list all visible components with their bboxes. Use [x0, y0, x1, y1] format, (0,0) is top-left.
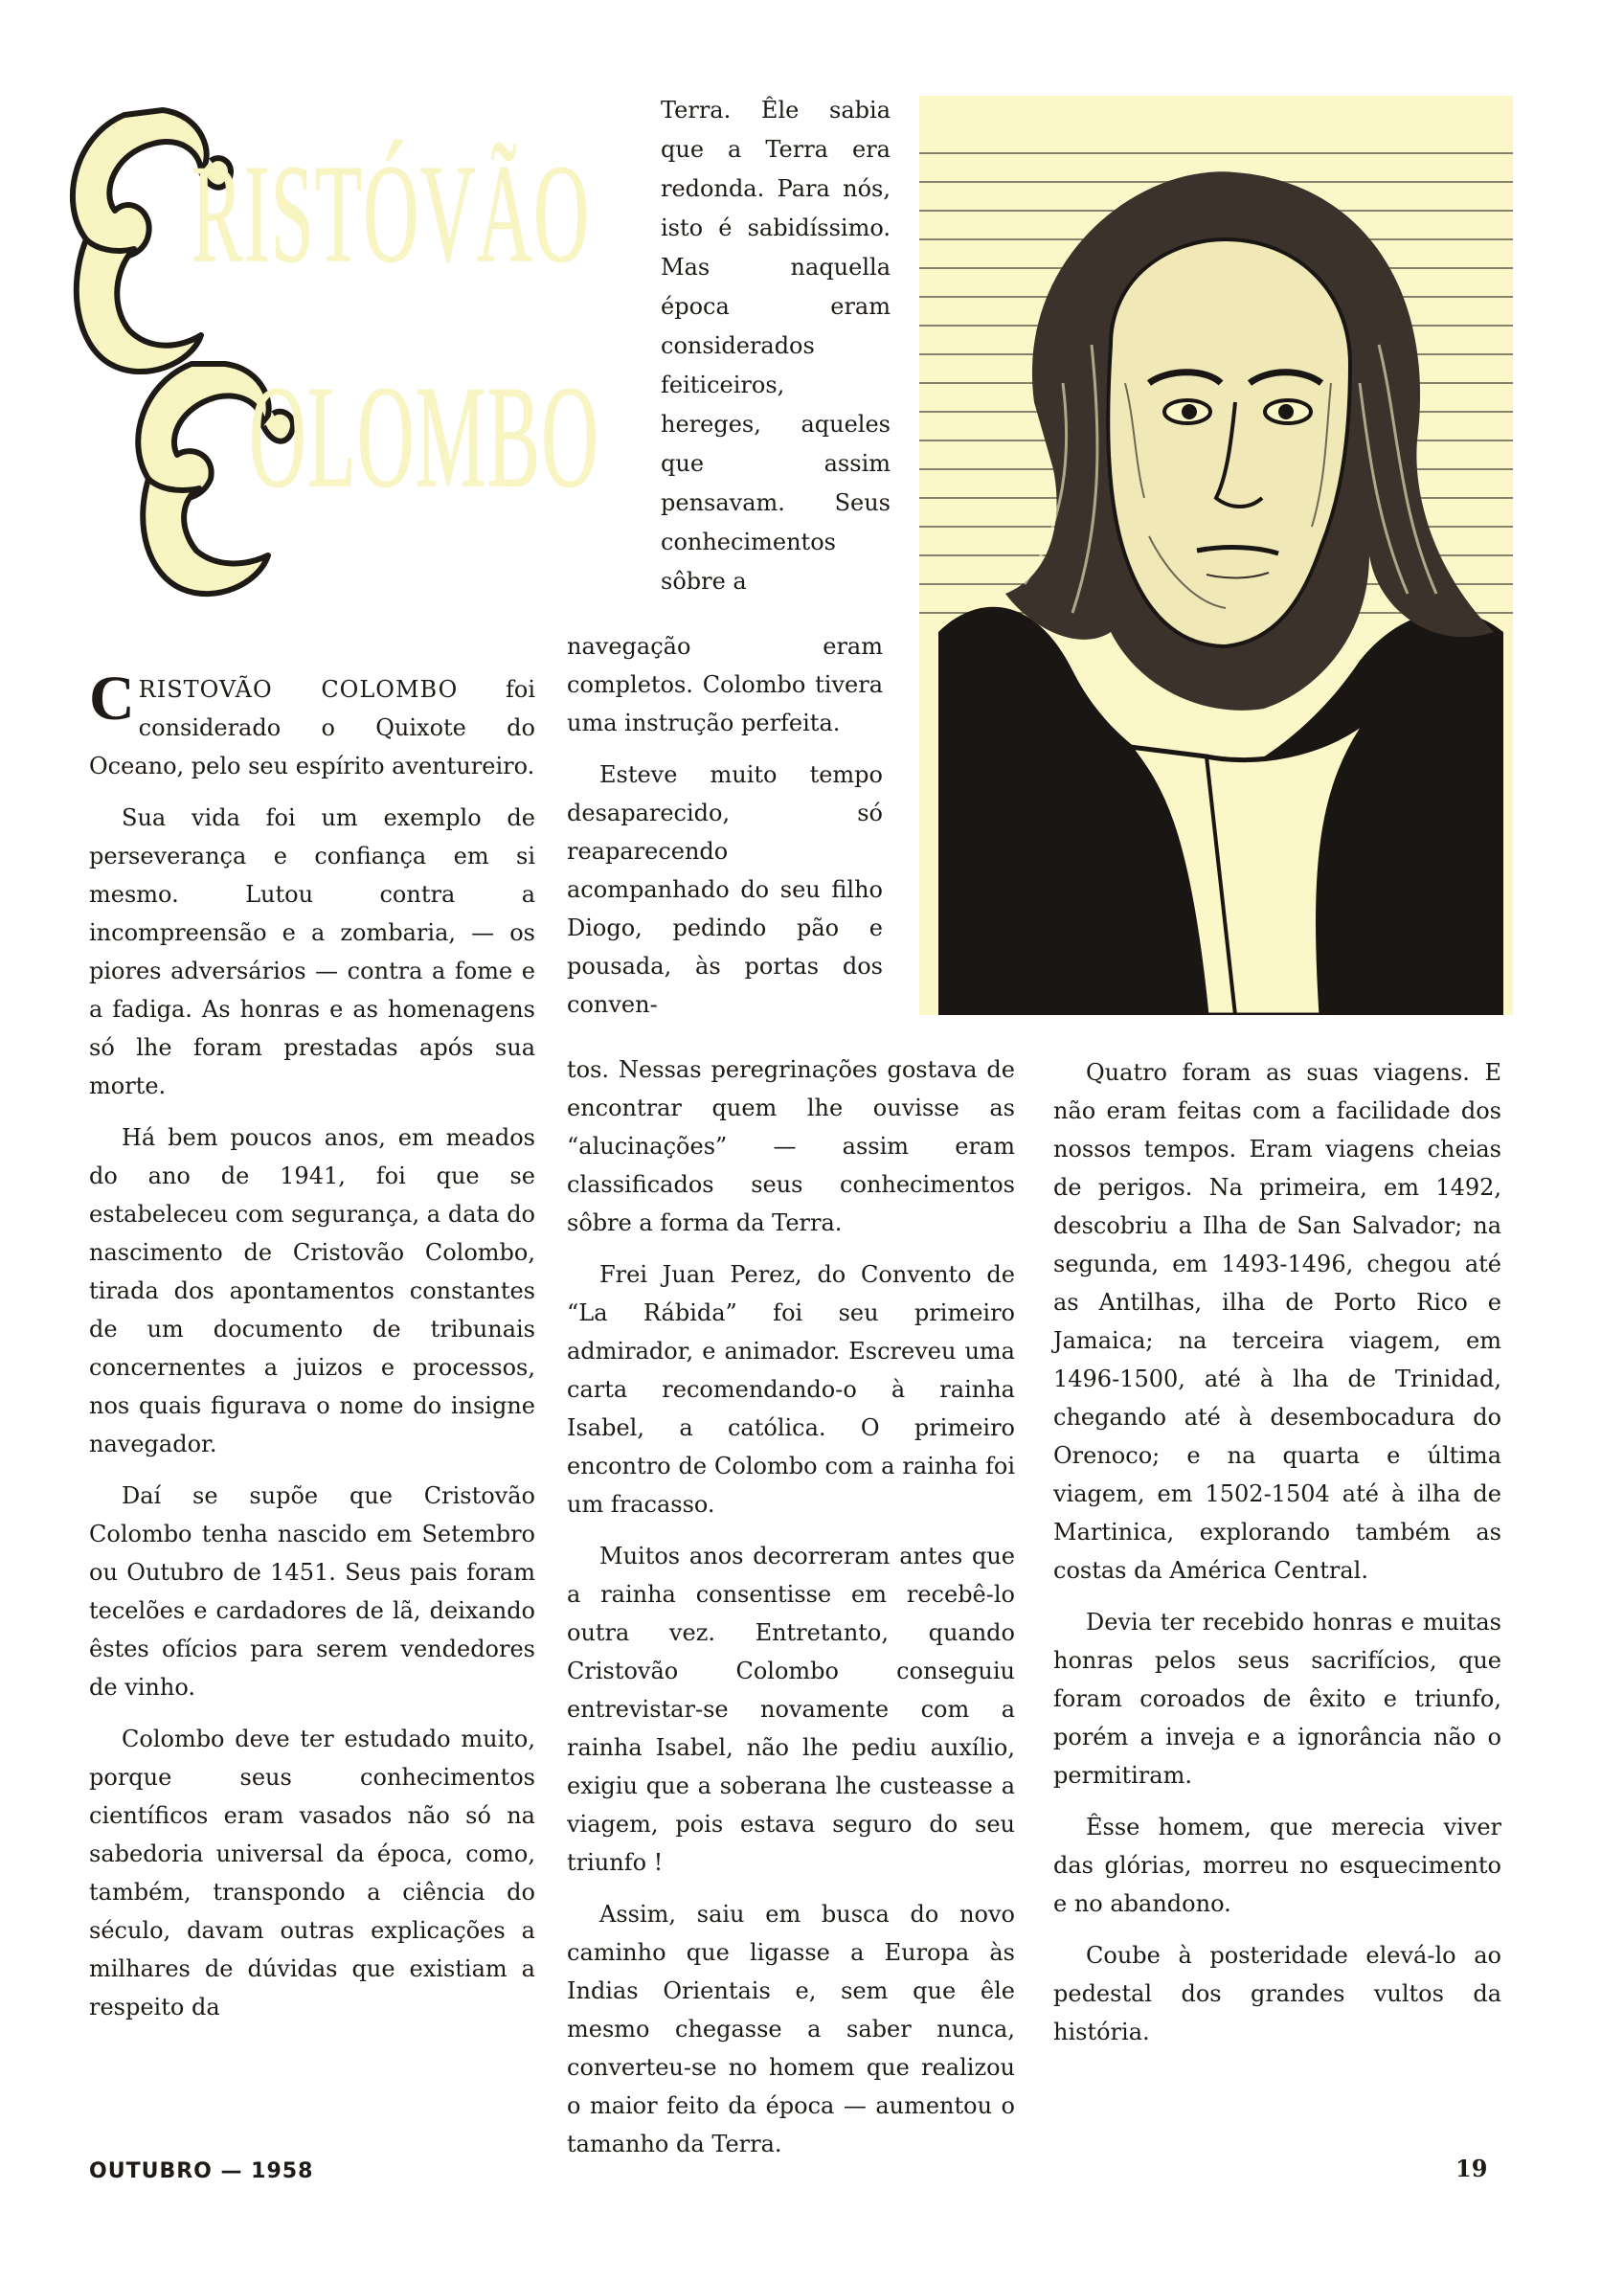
text-column-middle-wide [567, 1050, 1015, 2177]
paragraph: Daí se supõe que Cristovão Colombo tenha nascido em Setembro ou Outubro de 1451. Seus pais foram tecelões e cardadores de lã, deixando êstes ofícios para serem vendedores de vinho. [89, 1482, 535, 1701]
paragraph: Quatro foram as suas viagens. E não eram feitas com a facilidade dos nossos tempos. Eram viagens cheias de perigos. Na primeira, em 1492, descobriu a Ilha de San Salvador; na segunda, em 1493-1496, chegou até as Antilhas, ilha de Porto Rico e Jamaica; na terceira viagem, em 1496-1500, até à lha de Trinidad, chegando até à desembocadura do Orenoco; e na quarta e última viagem, em 1502-1504 até à ilha de Martinica, explorando também as costas da América Central. [1053, 1059, 1501, 1584]
paragraph: Assim, saiu em busca do novo caminho que ligasse a Europa às Indias Orientais e, sem que êle mesmo chegasse a saber nunca, converteu-se no homem que realizou o maior feito da época — aumentou o tamanho da Terra. [567, 1901, 1015, 2157]
paragraph: navegação eram completos. Colombo tivera uma instrução perfeita. [567, 633, 883, 736]
text-column-left [89, 664, 536, 2040]
title-line-2: OLOMBO [249, 354, 600, 519]
lead-paragraph [89, 664, 536, 785]
paragraph: Frei Juan Perez, do Convento de “La Rábida” foi seu primeiro admirador, e animador. Escreveu uma carta recomendando-o à rainha Isabel, a católica. O primeiro encontro de Colombo com a rainha foi um fracasso. [567, 1261, 1015, 1518]
paragraph: Coube à posteridade elevá-lo ao pedestal dos grandes vultos da história. [1053, 1942, 1501, 2045]
text-column-top [661, 91, 891, 615]
text-column-middle-narrow [567, 627, 883, 1037]
paragraph: Êsse homem, que merecia viver das glórias, morreu no esquecimento e no abandono. [1053, 1814, 1501, 1917]
title-line-1: RISTÓVÃO [192, 135, 591, 292]
drop-cap: C [89, 664, 135, 734]
text-column-right [1053, 1053, 1501, 2065]
portrait-illustration [919, 96, 1513, 1015]
paragraph: Sua vida foi um exemplo de perseverança e confiança em si mesmo. Lutou contra a incompreensão e a zombaria, — os piores adversários — contra a fome e a fadiga. As honras e as homenagens só lhe foram prestadas após sua morte. [89, 804, 535, 1099]
lead-caps: RISTOVÃO COLOMBO [138, 676, 459, 703]
paragraph: Colombo deve ter estudado muito, porque seus conhecimentos científicos eram vasados não só na sabedoria universal da época, como, também, transpondo a ciência do século, davam outras explicações a milhares de dúvidas que existiam a respeito da [89, 1726, 535, 2020]
paragraph: Muitos anos decorreram antes que a rainha consentisse em recebê-lo outra vez. Entretanto, quando Cristovão Colombo conseguiu entrevistar-se novamente com a rainha Isabel, não lhe pediu auxílio, exigiu que a soberana lhe custeasse a viagem, pois estava seguro do seu triunfo ! [567, 1543, 1015, 1876]
paragraph: Há bem poucos anos, em meados do ano de 1941, foi que se estabeleceu com segurança, a data do nascimento de Cristovão Colombo, tirada dos apontamentos constantes de um documento de tribunais concernentes a juizos e processos, nos quais figurava o nome do insigne navegador. [89, 1124, 535, 1457]
paragraph: tos. Nessas peregrinações gostava de encontrar quem lhe ouvisse as “alucinações” — assim eram classificados seus conhecimentos sôbre a forma da Terra. [567, 1056, 1015, 1236]
columbus-portrait-image [919, 96, 1513, 1015]
issue-date: OUTUBRO — 1958 [89, 2159, 314, 2183]
lead-text: foi considerado o Quixote do Oceano, pelo seu espírito aventureiro. [89, 676, 536, 779]
page-number: 19 [1455, 2155, 1488, 2182]
article-title [57, 77, 632, 613]
paragraph: Esteve muito tempo desaparecido, só reaparecendo acompanhado do seu filho Diogo, pedindo pão e pousada, às portas dos conven- [567, 761, 883, 1018]
paragraph: Terra. Êle sabia que a Terra era redonda. Para nós, isto é sabidíssimo. Mas naquella época eram considerados feiticeiros, hereges, aqueles que assim pensavam. Seus conhecimentos sôbre a [661, 97, 891, 595]
paragraph: Devia ter recebido honras e muitas honras pelos seus sacrifícios, que foram coroados de êxito e triunfo, porém a inveja e a ignorância não o permitiram. [1053, 1609, 1501, 1789]
